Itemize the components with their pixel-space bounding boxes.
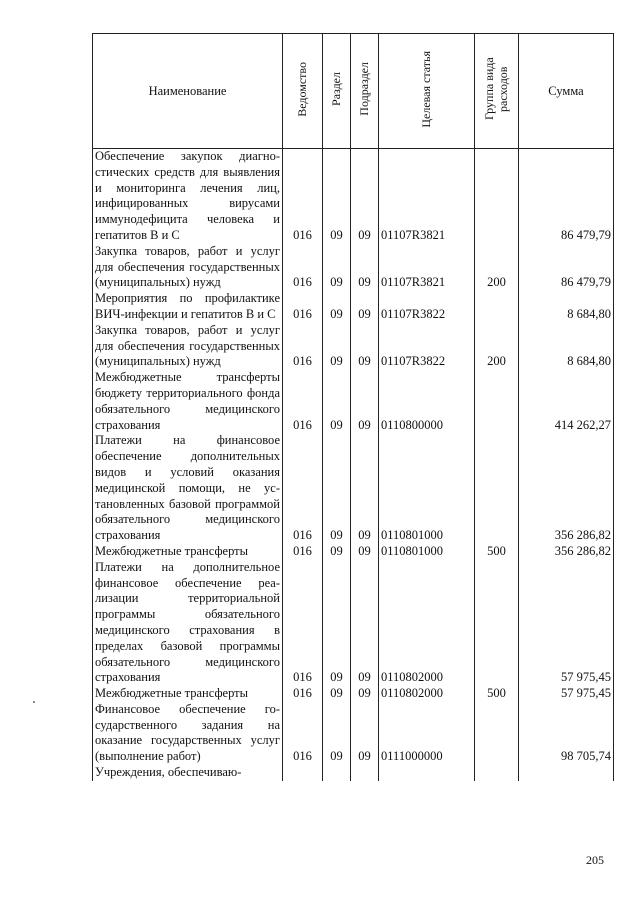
cell-target-article: 0110801000 [379, 433, 475, 544]
table-row [93, 702, 614, 765]
header-target-article [379, 34, 475, 149]
cell-department: 016 [283, 544, 323, 560]
cell-target-article: 01107R3821 [379, 149, 475, 244]
cell-sum: 414 262,27 [519, 370, 614, 433]
cell-target-article: 0110802000 [379, 560, 475, 686]
cell-target-article: 0110800000 [379, 370, 475, 433]
cell-target-article: 01107R3822 [379, 291, 475, 323]
cell-sum: 356 286,82 [519, 544, 614, 560]
cell-subsection: 09 [351, 433, 379, 544]
table-row [93, 370, 614, 433]
cell-section: 09 [323, 244, 351, 291]
cell-target-article: 01107R3821 [379, 244, 475, 291]
cell-expense-group [475, 149, 519, 244]
header-expense-group-text: Группа вида расходов [481, 57, 510, 121]
cell-expense-group [475, 765, 519, 781]
header-department-text: Ведомство [294, 61, 309, 117]
cell-expense-group [475, 370, 519, 433]
cell-name: Межбюджетные трансферты [93, 544, 283, 560]
cell-subsection: 09 [351, 702, 379, 765]
table-row [93, 765, 614, 781]
cell-department: 016 [283, 149, 323, 244]
header-target-article-text: Целевая статья [418, 50, 433, 128]
cell-department: 016 [283, 323, 323, 370]
cell-target-article: 01107R3822 [379, 323, 475, 370]
cell-sum: 57 975,45 [519, 686, 614, 702]
cell-section: 09 [323, 370, 351, 433]
cell-sum: 8 684,80 [519, 291, 614, 323]
stray-mark [33, 701, 35, 703]
cell-subsection: 09 [351, 686, 379, 702]
cell-section: 09 [323, 433, 351, 544]
cell-sum: 86 479,79 [519, 244, 614, 291]
cell-target-article: 0111000000 [379, 702, 475, 765]
cell-sum: 8 684,80 [519, 323, 614, 370]
cell-department [283, 765, 323, 781]
table-row [93, 560, 614, 686]
cell-expense-group: 500 [475, 686, 519, 702]
cell-expense-group [475, 560, 519, 686]
cell-department: 016 [283, 686, 323, 702]
cell-department: 016 [283, 291, 323, 323]
page-number: 205 [586, 853, 604, 867]
cell-subsection [351, 765, 379, 781]
header-name-text: Наименование [148, 83, 227, 98]
header-subsection-text: Подраздел [356, 62, 371, 116]
budget-table [92, 33, 614, 781]
cell-name: Учреждения, обеспечиваю- [93, 765, 283, 781]
table-body [93, 149, 614, 781]
cell-section [323, 765, 351, 781]
cell-target-article: 0110802000 [379, 686, 475, 702]
header-name [93, 34, 283, 149]
cell-name: Межбюджетные трансферты бюджету территориального фонда обязательного медицинского страхования [93, 370, 283, 433]
cell-section: 09 [323, 560, 351, 686]
cell-department: 016 [283, 560, 323, 686]
header-sum-text: Сумма [548, 83, 584, 98]
cell-expense-group [475, 433, 519, 544]
table-row [93, 544, 614, 560]
cell-section: 09 [323, 702, 351, 765]
header-department [283, 34, 323, 149]
cell-section: 09 [323, 149, 351, 244]
header-sum [519, 34, 614, 149]
cell-expense-group: 200 [475, 244, 519, 291]
cell-subsection: 09 [351, 291, 379, 323]
cell-section: 09 [323, 686, 351, 702]
cell-sum: 356 286,82 [519, 433, 614, 544]
table-row [93, 433, 614, 544]
cell-name: Финансовое обеспечение государственного задания на оказание государственных услуг (выполнение работ) [93, 702, 283, 765]
cell-subsection: 09 [351, 244, 379, 291]
cell-section: 09 [323, 291, 351, 323]
table-row [93, 323, 614, 370]
cell-subsection: 09 [351, 544, 379, 560]
table-row [93, 686, 614, 702]
cell-name: Закупка товаров, работ и услуг для обеспечения государственных (муниципальных) нужд [93, 244, 283, 291]
cell-expense-group: 500 [475, 544, 519, 560]
cell-department: 016 [283, 370, 323, 433]
cell-target-article: 0110801000 [379, 544, 475, 560]
header-section-text: Раздел [328, 72, 343, 106]
cell-department: 016 [283, 702, 323, 765]
cell-section: 09 [323, 544, 351, 560]
cell-name: Закупка товаров, работ и услуг для обеспечения государственных (муниципальных) нужд [93, 323, 283, 370]
cell-subsection: 09 [351, 560, 379, 686]
cell-sum: 86 479,79 [519, 149, 614, 244]
cell-sum [519, 765, 614, 781]
table-row [93, 244, 614, 291]
cell-expense-group: 200 [475, 323, 519, 370]
header-expense-group [475, 34, 519, 149]
table-row [93, 149, 614, 244]
cell-department: 016 [283, 244, 323, 291]
cell-department: 016 [283, 433, 323, 544]
cell-target-article [379, 765, 475, 781]
cell-name: Межбюджетные трансферты [93, 686, 283, 702]
cell-name: Обеспечение закупок диагностических средств для выявления и мониторинга лечения лиц, инфицированных вирусами иммунодефицита человека и гепатитов В и С [93, 149, 283, 244]
header-section [323, 34, 351, 149]
table-header-row [93, 34, 614, 149]
cell-name: Платежи на дополнительное финансовое обеспечение реализации территориальной программы обязательного медицинского страхования в пределах базовой программы обязательного медицинского страхования [93, 560, 283, 686]
cell-name: Мероприятия по профилактике ВИЧ-инфекции и гепатитов В и С [93, 291, 283, 323]
table-row [93, 291, 614, 323]
cell-expense-group [475, 702, 519, 765]
cell-name: Платежи на финансовое обеспечение дополнительных видов и условий оказания медицинской помощи, не установленных базовой программой обязательного медицинского страхования [93, 433, 283, 544]
cell-section: 09 [323, 323, 351, 370]
cell-expense-group [475, 291, 519, 323]
cell-sum: 57 975,45 [519, 560, 614, 686]
cell-subsection: 09 [351, 370, 379, 433]
header-subsection [351, 34, 379, 149]
cell-sum: 98 705,74 [519, 702, 614, 765]
cell-subsection: 09 [351, 149, 379, 244]
cell-subsection: 09 [351, 323, 379, 370]
